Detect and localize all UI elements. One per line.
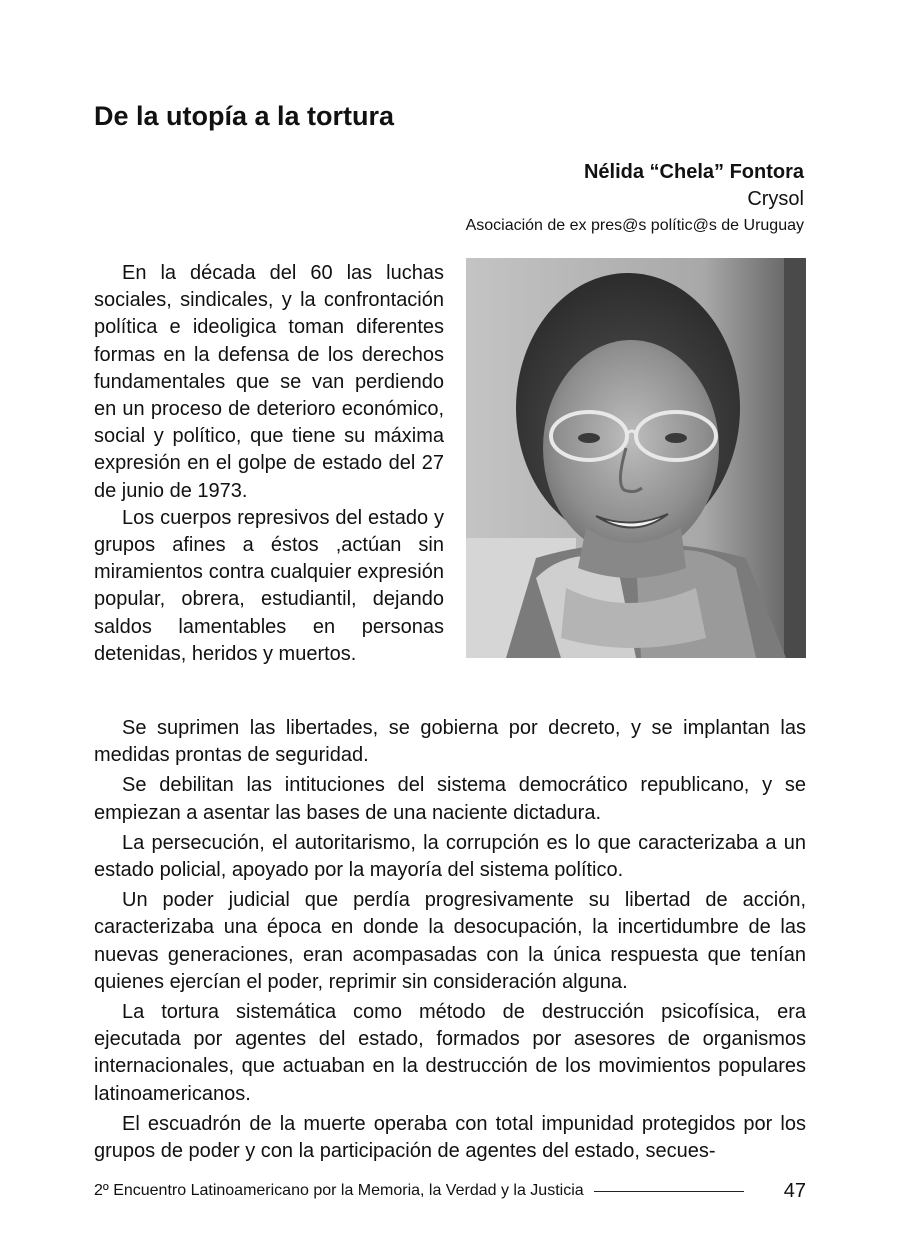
paragraph: La persecución, el autoritarismo, la corrupción es lo que caracterizaba a un estado policial, apoyado por la mayoría del sistema político. bbox=[94, 831, 806, 882]
paragraph: Se debilitan las intituciones del sistema democrático republicano, y se empiezan a asentar las bases de una naciente dictadura. bbox=[94, 774, 806, 824]
page-number: 47 bbox=[783, 1179, 806, 1202]
page-footer bbox=[94, 1178, 806, 1204]
paragraph: La tortura sistemática como método de destrucción psicofísica, era ejecutada por agentes del estado, formados por asesores de organismos internacionales, que actuaban en la destrucción de los movimientos populares latinoamericanos. bbox=[94, 1001, 806, 1105]
byline bbox=[304, 158, 804, 239]
page-title: De la utopía a la tortura bbox=[94, 101, 395, 131]
author-association: Asociación de ex pres@s polític@s de Uruguay bbox=[465, 217, 804, 234]
body-text-intro bbox=[94, 260, 444, 668]
author-photo bbox=[466, 258, 806, 658]
portrait-image bbox=[466, 258, 806, 658]
paragraph: Los cuerpos represivos del estado y grupos afines a éstos ,actúan sin miramientos contra cualquier expresión popular, obrera, estudiantil, dejando saldos lamentables en personas detenidas, heridos y muertos. bbox=[94, 506, 444, 665]
footer-text: 2º Encuentro Latinoamericano por la Memoria, la Verdad y la Justicia bbox=[94, 1182, 584, 1199]
body-text bbox=[94, 715, 806, 1168]
paragraph: El escuadrón de la muerte operaba con total impunidad protegidos por los grupos de poder y con la participación de agentes del estado, secues- bbox=[94, 1112, 806, 1163]
author-name: Nélida “Chela” Fontora bbox=[583, 161, 804, 183]
author-organization: Crysol bbox=[747, 188, 804, 210]
paragraph: Un poder judicial que perdía progresivamente su libertad de acción, caracterizaba una época en donde la desocupación, la incertidumbre de las nuevas generaciones, eran acompasadas con la única respuesta que tenían quienes ejercían el poder, reprimir sin consideración alguna. bbox=[94, 889, 806, 993]
paragraph: Se suprimen las libertades, se gobierna por decreto, y se implantan las medidas prontas de seguridad. bbox=[94, 717, 806, 767]
paragraph: En la década del 60 las luchas sociales, sindicales, y la confrontación política e ideoligica toman diferentes formas en la defensa de los derechos fundamentales que se van perdiendo en un proceso de deterioro económico, social y político, que tiene su máxima expresión en el golpe de estado del 27 de junio de 1973. bbox=[94, 262, 444, 502]
footer-rule bbox=[594, 1191, 744, 1192]
